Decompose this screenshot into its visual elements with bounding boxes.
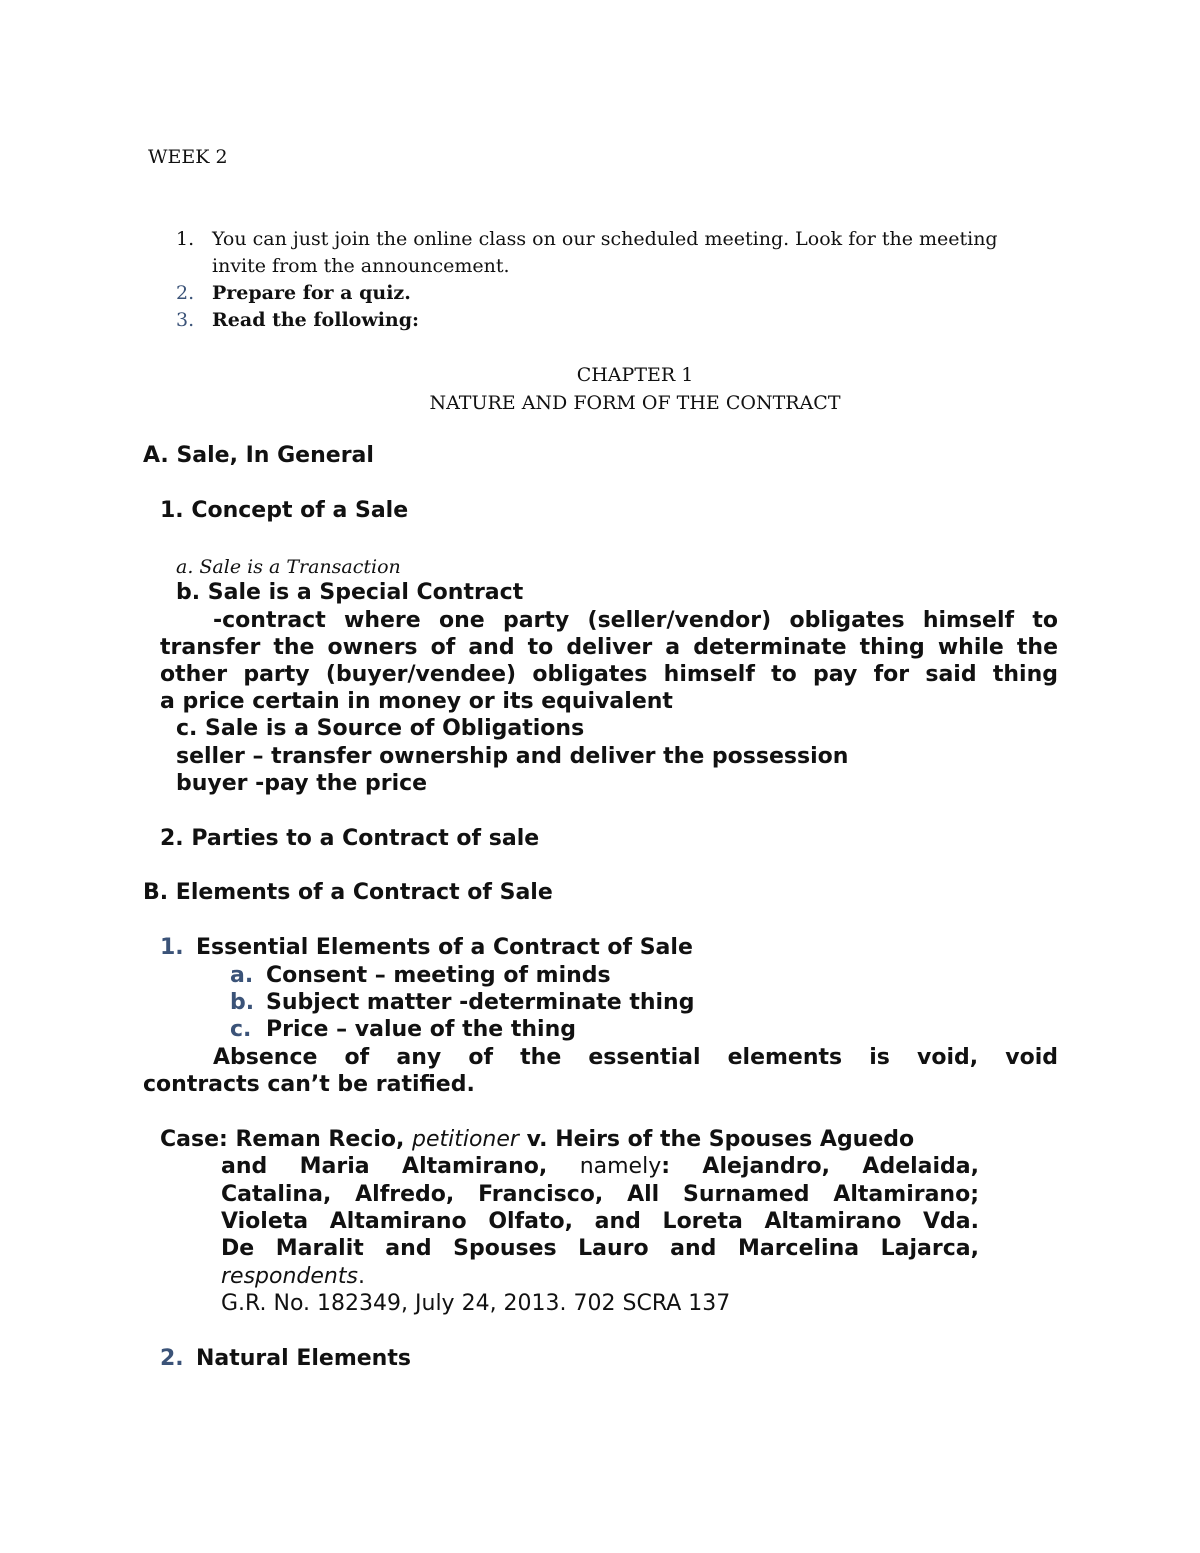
definition-line: a price certain in money or its equivalent [160, 689, 673, 714]
section-b-heading: B. Elements of a Contract of Sale [143, 880, 553, 905]
list-letter: b. [230, 990, 255, 1015]
instruction-text: invite from the announcement. [212, 255, 510, 277]
instruction-text: Read the following: [212, 309, 420, 331]
concept-heading: 1. Concept of a Sale [160, 498, 409, 523]
absence-line: contracts can’t be ratified. [143, 1072, 475, 1097]
buyer-obligation: buyer -pay the price [176, 771, 428, 796]
week-label: WEEK 2 [148, 146, 228, 168]
section-a-heading: A. Sale, In General [143, 443, 374, 468]
definition-line: -contract where one party (seller/vendor) obligates himself to [213, 608, 1058, 633]
chapter-subtitle: NATURE AND FORM OF THE CONTRACT [429, 392, 841, 414]
sale-special-contract: b. Sale is a Special Contract [176, 580, 524, 605]
case-title-line: Case: Reman Recio, petitioner v. Heirs of the Spouses Aguedo [160, 1127, 915, 1152]
case-title-line: Catalina, Alfredo, Francisco, All Surnamed Altamirano; [221, 1182, 979, 1207]
list-number: 2. [160, 1346, 184, 1371]
element-item: Consent – meeting of minds [266, 963, 611, 988]
chapter-title: CHAPTER 1 [576, 364, 694, 386]
definition-line: other party (buyer/vendee) obligates himself to pay for said thing [160, 662, 1058, 687]
case-citation: G.R. No. 182349, July 24, 2013. 702 SCRA 137 [221, 1291, 731, 1316]
parties-heading: 2. Parties to a Contract of sale [160, 826, 540, 851]
list-number: 2. [176, 282, 195, 304]
instruction-text: You can just join the online class on our scheduled meeting. Look for the meeting [212, 228, 998, 250]
seller-obligation: seller – transfer ownership and deliver the possession [176, 744, 849, 769]
list-number: 1. [160, 935, 184, 960]
absence-line: Absence of any of the essential elements is void, void [213, 1045, 1058, 1070]
list-number: 3. [176, 309, 195, 331]
element-item: Price – value of the thing [266, 1017, 576, 1042]
case-title-line: and Maria Altamirano, namely: Alejandro, Adelaida, [221, 1154, 980, 1179]
sale-transaction: a. Sale is a Transaction [176, 556, 401, 578]
case-title-line: De Maralit and Spouses Lauro and Marcelina Lajarca, [221, 1236, 979, 1261]
definition-line: transfer the owners of and to deliver a determinate thing while the [160, 635, 1058, 660]
instruction-text: Prepare for a quiz. [212, 282, 411, 304]
case-title-line: Violeta Altamirano Olfato, and Loreta Altamirano Vda. [221, 1209, 979, 1234]
list-letter: a. [230, 963, 254, 988]
natural-elements-heading: Natural Elements [196, 1346, 411, 1371]
list-number: 1. [176, 228, 195, 250]
sale-obligations: c. Sale is a Source of Obligations [176, 716, 585, 741]
element-item: Subject matter -determinate thing [266, 990, 695, 1015]
case-respondents: respondents. [221, 1264, 365, 1289]
essential-elements-heading: Essential Elements of a Contract of Sale [196, 935, 693, 960]
list-letter: c. [230, 1017, 252, 1042]
